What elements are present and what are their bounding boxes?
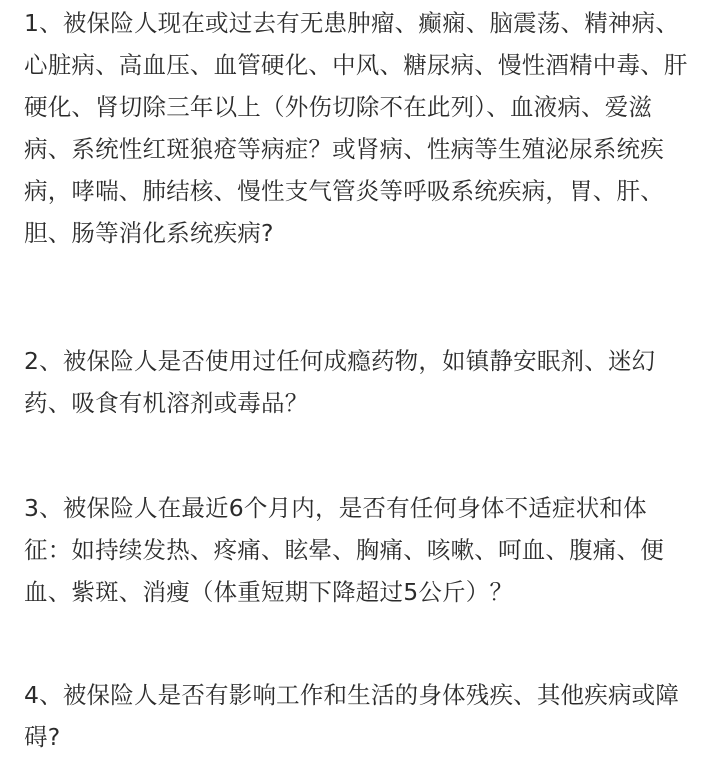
question-1-text: 1、被保险人现在或过去有无患肿瘤、癫痫、脑震荡、精神病、心脏病、高血压、血管硬化、中风、糖尿病、慢性酒精中毒、肝硬化、肾切除三年以上（外伤切除不在此列）、血液病、爱滋病、系统性红斑狼疮等病症？或肾病、性病等生殖泌尿系统疾病，哮喘、肺结核、慢性支气管炎等呼吸系统疾病，胃、肝、胆、肠等消化系统疾病? [24, 9, 688, 247]
question-3-text: 3、被保险人在最近6个月内，是否有任何身体不适症状和体征：如持续发热、疼痛、眩晕、胸痛、咳嗽、呵血、腹痛、便血、紫斑、消瘦（体重短期下降超过5公斤）？ [24, 494, 664, 606]
question-2-text: 2、被保险人是否使用过任何成瘾药物，如镇静安眠剂、迷幻药、吸食有机溶剂或毒品？ [24, 347, 656, 417]
question-4-text: 4、被保险人是否有影响工作和生活的身体残疾、其他疾病或障碍? [24, 681, 680, 751]
